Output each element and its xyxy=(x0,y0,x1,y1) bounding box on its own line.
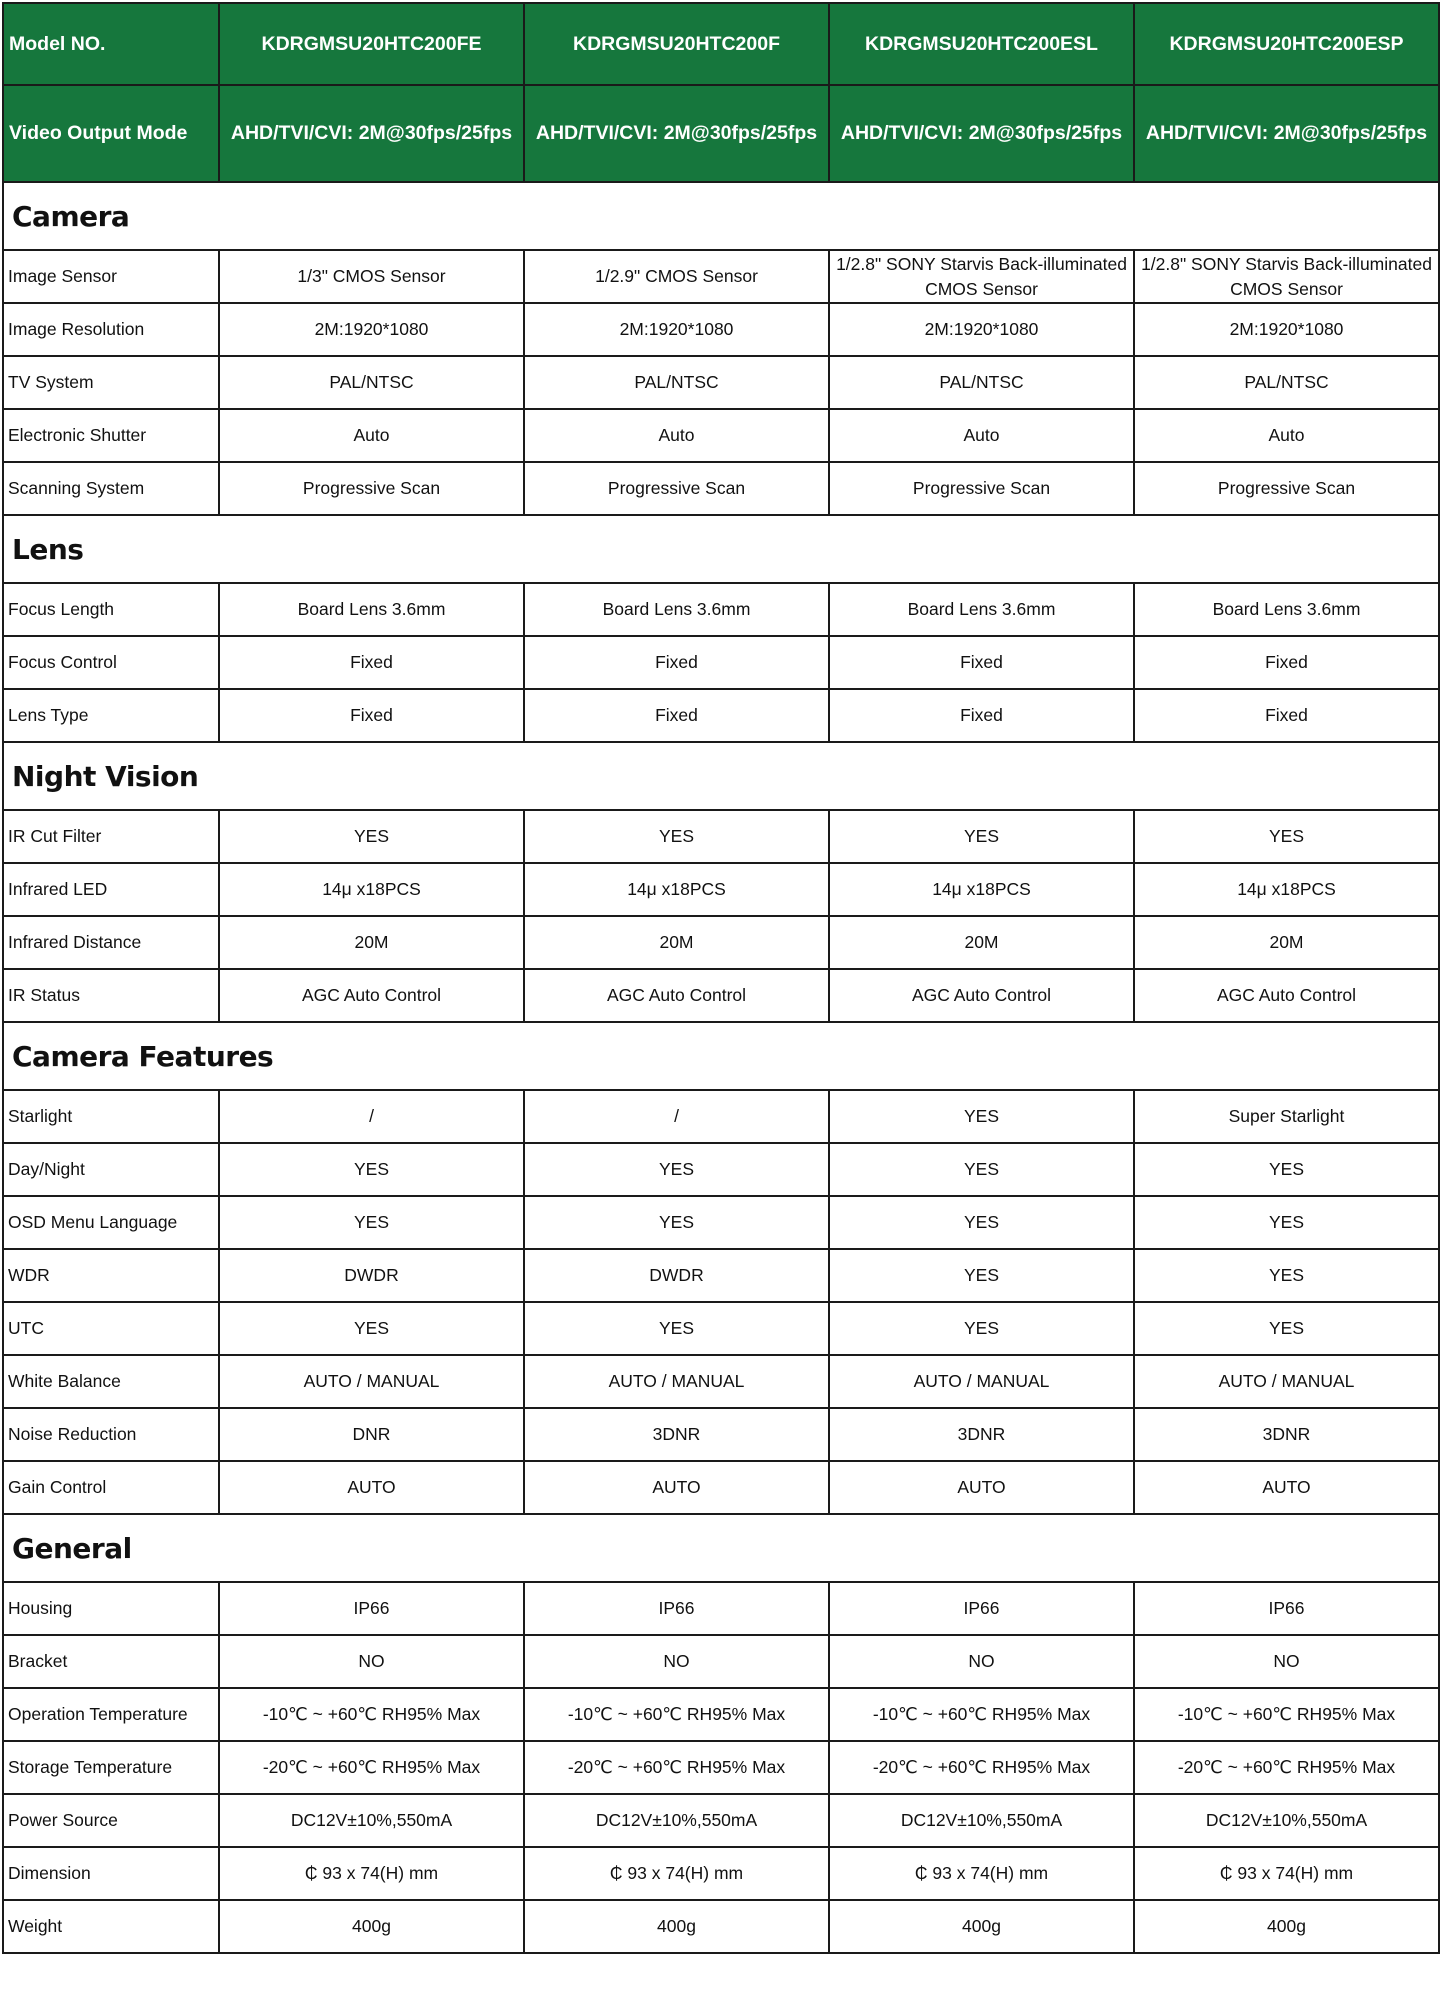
spec-value: AGC Auto Control xyxy=(1134,969,1439,1022)
spec-value: 3DNR xyxy=(829,1408,1134,1461)
spec-value: Board Lens 3.6mm xyxy=(829,583,1134,636)
spec-value: IP66 xyxy=(219,1582,524,1635)
spec-value: DC12V±10%,550mA xyxy=(1134,1794,1439,1847)
spec-label: TV System xyxy=(3,356,219,409)
spec-value: YES xyxy=(829,1302,1134,1355)
spec-label: Operation Temperature xyxy=(3,1688,219,1741)
spec-value: AUTO / MANUAL xyxy=(524,1355,829,1408)
section-header-camera-features xyxy=(3,1022,1439,1090)
spec-value: 3DNR xyxy=(1134,1408,1439,1461)
spec-value: Fixed xyxy=(524,636,829,689)
spec-row-focus-control xyxy=(3,636,1439,689)
section-title: General xyxy=(3,1514,1439,1582)
spec-value: NO xyxy=(1134,1635,1439,1688)
spec-value: ₵ 93 x 74(H) mm xyxy=(219,1847,524,1900)
spec-value: -20℃ ~ +60℃ RH95% Max xyxy=(829,1741,1134,1794)
spec-row-gain-control xyxy=(3,1461,1439,1514)
spec-value: Fixed xyxy=(829,636,1134,689)
spec-value: PAL/NTSC xyxy=(524,356,829,409)
spec-value: 20M xyxy=(524,916,829,969)
spec-value: DWDR xyxy=(219,1249,524,1302)
spec-value: YES xyxy=(219,810,524,863)
spec-value: 2M:1920*1080 xyxy=(219,303,524,356)
spec-value: Auto xyxy=(524,409,829,462)
spec-value: 400g xyxy=(1134,1900,1439,1953)
section-header-night-vision xyxy=(3,742,1439,810)
spec-row-image-resolution xyxy=(3,303,1439,356)
spec-value: YES xyxy=(829,1143,1134,1196)
spec-label: Day/Night xyxy=(3,1143,219,1196)
spec-value: Fixed xyxy=(524,689,829,742)
spec-value: AUTO xyxy=(219,1461,524,1514)
spec-value: 2M:1920*1080 xyxy=(829,303,1134,356)
spec-row-ir-cut-filter xyxy=(3,810,1439,863)
spec-row-infrared-distance xyxy=(3,916,1439,969)
spec-row-bracket xyxy=(3,1635,1439,1688)
spec-row-utc xyxy=(3,1302,1439,1355)
spec-value: Super Starlight xyxy=(1134,1090,1439,1143)
spec-label: IR Status xyxy=(3,969,219,1022)
section-header-general xyxy=(3,1514,1439,1582)
spec-label: Focus Control xyxy=(3,636,219,689)
spec-value: NO xyxy=(829,1635,1134,1688)
spec-row-lens-type xyxy=(3,689,1439,742)
spec-value: Auto xyxy=(829,409,1134,462)
spec-label: Lens Type xyxy=(3,689,219,742)
spec-label: Image Resolution xyxy=(3,303,219,356)
spec-value: 14μ x18PCS xyxy=(524,863,829,916)
spec-value: 3DNR xyxy=(524,1408,829,1461)
spec-row-noise-reduction xyxy=(3,1408,1439,1461)
spec-value: Auto xyxy=(219,409,524,462)
spec-value: 2M:1920*1080 xyxy=(1134,303,1439,356)
spec-row-scanning-system xyxy=(3,462,1439,515)
video-output-value: AHD/TVI/CVI: 2M@30fps/25fps xyxy=(524,85,829,182)
spec-value: YES xyxy=(1134,1249,1439,1302)
spec-value: YES xyxy=(829,1090,1134,1143)
spec-value: 14μ x18PCS xyxy=(829,863,1134,916)
spec-row-operation-temperature xyxy=(3,1688,1439,1741)
spec-value: Auto xyxy=(1134,409,1439,462)
spec-value: Fixed xyxy=(219,689,524,742)
spec-value: PAL/NTSC xyxy=(219,356,524,409)
spec-value: AUTO / MANUAL xyxy=(829,1355,1134,1408)
spec-row-tv-system xyxy=(3,356,1439,409)
spec-label: UTC xyxy=(3,1302,219,1355)
spec-value: -20℃ ~ +60℃ RH95% Max xyxy=(524,1741,829,1794)
spec-value: 1/2.8" SONY Starvis Back-illuminated CMOS Sensor xyxy=(829,250,1134,303)
spec-label: Focus Length xyxy=(3,583,219,636)
section-header-lens xyxy=(3,515,1439,583)
spec-label: Image Sensor xyxy=(3,250,219,303)
spec-value: -10℃ ~ +60℃ RH95% Max xyxy=(524,1688,829,1741)
spec-table xyxy=(2,2,1440,1954)
spec-value: 2M:1920*1080 xyxy=(524,303,829,356)
spec-label: Infrared Distance xyxy=(3,916,219,969)
spec-value: Fixed xyxy=(219,636,524,689)
spec-value: -20℃ ~ +60℃ RH95% Max xyxy=(1134,1741,1439,1794)
spec-value: -10℃ ~ +60℃ RH95% Max xyxy=(1134,1688,1439,1741)
spec-value: 400g xyxy=(829,1900,1134,1953)
spec-value: Progressive Scan xyxy=(829,462,1134,515)
spec-label: Starlight xyxy=(3,1090,219,1143)
spec-value: YES xyxy=(524,1196,829,1249)
spec-label: Scanning System xyxy=(3,462,219,515)
spec-value: Board Lens 3.6mm xyxy=(1134,583,1439,636)
section-title: Camera Features xyxy=(3,1022,1439,1090)
spec-value: AUTO / MANUAL xyxy=(1134,1355,1439,1408)
spec-value: -10℃ ~ +60℃ RH95% Max xyxy=(219,1688,524,1741)
section-title: Lens xyxy=(3,515,1439,583)
video-output-label: Video Output Mode xyxy=(3,85,219,182)
spec-value: YES xyxy=(524,1302,829,1355)
spec-value: 400g xyxy=(524,1900,829,1953)
spec-value: DNR xyxy=(219,1408,524,1461)
spec-value: -20℃ ~ +60℃ RH95% Max xyxy=(219,1741,524,1794)
spec-row-ir-status xyxy=(3,969,1439,1022)
section-header-camera xyxy=(3,182,1439,250)
spec-value: / xyxy=(524,1090,829,1143)
spec-value: ₵ 93 x 74(H) mm xyxy=(829,1847,1134,1900)
spec-value: AUTO / MANUAL xyxy=(219,1355,524,1408)
spec-value: DC12V±10%,550mA xyxy=(829,1794,1134,1847)
spec-value: YES xyxy=(829,1196,1134,1249)
section-title: Camera xyxy=(3,182,1439,250)
spec-value: ₵ 93 x 74(H) mm xyxy=(524,1847,829,1900)
model-header-row xyxy=(3,3,1439,85)
spec-value: AUTO xyxy=(524,1461,829,1514)
spec-value: NO xyxy=(524,1635,829,1688)
spec-value: YES xyxy=(1134,810,1439,863)
spec-label: Power Source xyxy=(3,1794,219,1847)
spec-label: Storage Temperature xyxy=(3,1741,219,1794)
spec-value: 20M xyxy=(1134,916,1439,969)
spec-value: AUTO xyxy=(829,1461,1134,1514)
spec-row-day-night xyxy=(3,1143,1439,1196)
spec-label: Electronic Shutter xyxy=(3,409,219,462)
spec-value: YES xyxy=(829,1249,1134,1302)
spec-value: 14μ x18PCS xyxy=(219,863,524,916)
spec-value: NO xyxy=(219,1635,524,1688)
spec-value: PAL/NTSC xyxy=(1134,356,1439,409)
spec-value: YES xyxy=(219,1196,524,1249)
spec-value: Fixed xyxy=(1134,689,1439,742)
spec-value: DC12V±10%,550mA xyxy=(219,1794,524,1847)
spec-row-wdr xyxy=(3,1249,1439,1302)
spec-label: Bracket xyxy=(3,1635,219,1688)
spec-value: 1/2.8" SONY Starvis Back-illuminated CMOS Sensor xyxy=(1134,250,1439,303)
model-name: KDRGMSU20HTC200ESP xyxy=(1134,3,1439,85)
spec-value: Board Lens 3.6mm xyxy=(524,583,829,636)
spec-value: 20M xyxy=(219,916,524,969)
spec-label: Noise Reduction xyxy=(3,1408,219,1461)
spec-value: Fixed xyxy=(829,689,1134,742)
spec-value: YES xyxy=(524,810,829,863)
spec-value: Board Lens 3.6mm xyxy=(219,583,524,636)
spec-value: DC12V±10%,550mA xyxy=(524,1794,829,1847)
spec-row-infrared-led xyxy=(3,863,1439,916)
spec-row-focus-length xyxy=(3,583,1439,636)
spec-label: Infrared LED xyxy=(3,863,219,916)
spec-value: PAL/NTSC xyxy=(829,356,1134,409)
spec-row-image-sensor xyxy=(3,250,1439,303)
section-title: Night Vision xyxy=(3,742,1439,810)
spec-row-housing xyxy=(3,1582,1439,1635)
model-name: KDRGMSU20HTC200ESL xyxy=(829,3,1134,85)
spec-value: DWDR xyxy=(524,1249,829,1302)
spec-value: AGC Auto Control xyxy=(219,969,524,1022)
spec-row-starlight xyxy=(3,1090,1439,1143)
spec-value: YES xyxy=(1134,1302,1439,1355)
spec-value: YES xyxy=(219,1143,524,1196)
spec-row-osd-menu-language xyxy=(3,1196,1439,1249)
spec-value: 14μ x18PCS xyxy=(1134,863,1439,916)
video-output-value: AHD/TVI/CVI: 2M@30fps/25fps xyxy=(1134,85,1439,182)
spec-value: Progressive Scan xyxy=(524,462,829,515)
model-name: KDRGMSU20HTC200FE xyxy=(219,3,524,85)
spec-row-storage-temperature xyxy=(3,1741,1439,1794)
spec-label: White Balance xyxy=(3,1355,219,1408)
spec-label: Weight xyxy=(3,1900,219,1953)
spec-row-white-balance xyxy=(3,1355,1439,1408)
spec-value: YES xyxy=(1134,1143,1439,1196)
model-label: Model NO. xyxy=(3,3,219,85)
spec-value: YES xyxy=(829,810,1134,863)
spec-value: IP66 xyxy=(829,1582,1134,1635)
spec-row-electronic-shutter xyxy=(3,409,1439,462)
spec-label: IR Cut Filter xyxy=(3,810,219,863)
spec-value: Progressive Scan xyxy=(219,462,524,515)
spec-value: Fixed xyxy=(1134,636,1439,689)
video-output-value: AHD/TVI/CVI: 2M@30fps/25fps xyxy=(219,85,524,182)
spec-value: IP66 xyxy=(524,1582,829,1635)
spec-label: Dimension xyxy=(3,1847,219,1900)
spec-value: 1/3" CMOS Sensor xyxy=(219,250,524,303)
spec-label: OSD Menu Language xyxy=(3,1196,219,1249)
spec-value: YES xyxy=(524,1143,829,1196)
video-output-row xyxy=(3,85,1439,182)
spec-value: ₵ 93 x 74(H) mm xyxy=(1134,1847,1439,1900)
spec-value: 400g xyxy=(219,1900,524,1953)
model-name: KDRGMSU20HTC200F xyxy=(524,3,829,85)
spec-label: WDR xyxy=(3,1249,219,1302)
video-output-value: AHD/TVI/CVI: 2M@30fps/25fps xyxy=(829,85,1134,182)
spec-value: YES xyxy=(219,1302,524,1355)
spec-row-dimension xyxy=(3,1847,1439,1900)
spec-row-weight xyxy=(3,1900,1439,1953)
spec-value: -10℃ ~ +60℃ RH95% Max xyxy=(829,1688,1134,1741)
spec-label: Gain Control xyxy=(3,1461,219,1514)
spec-value: YES xyxy=(1134,1196,1439,1249)
spec-value: 1/2.9" CMOS Sensor xyxy=(524,250,829,303)
spec-label: Housing xyxy=(3,1582,219,1635)
spec-value: AGC Auto Control xyxy=(829,969,1134,1022)
spec-value: / xyxy=(219,1090,524,1143)
spec-row-power-source xyxy=(3,1794,1439,1847)
spec-value: AUTO xyxy=(1134,1461,1439,1514)
spec-table-body xyxy=(3,3,1439,1953)
spec-value: 20M xyxy=(829,916,1134,969)
spec-value: Progressive Scan xyxy=(1134,462,1439,515)
spec-value: IP66 xyxy=(1134,1582,1439,1635)
spec-value: AGC Auto Control xyxy=(524,969,829,1022)
